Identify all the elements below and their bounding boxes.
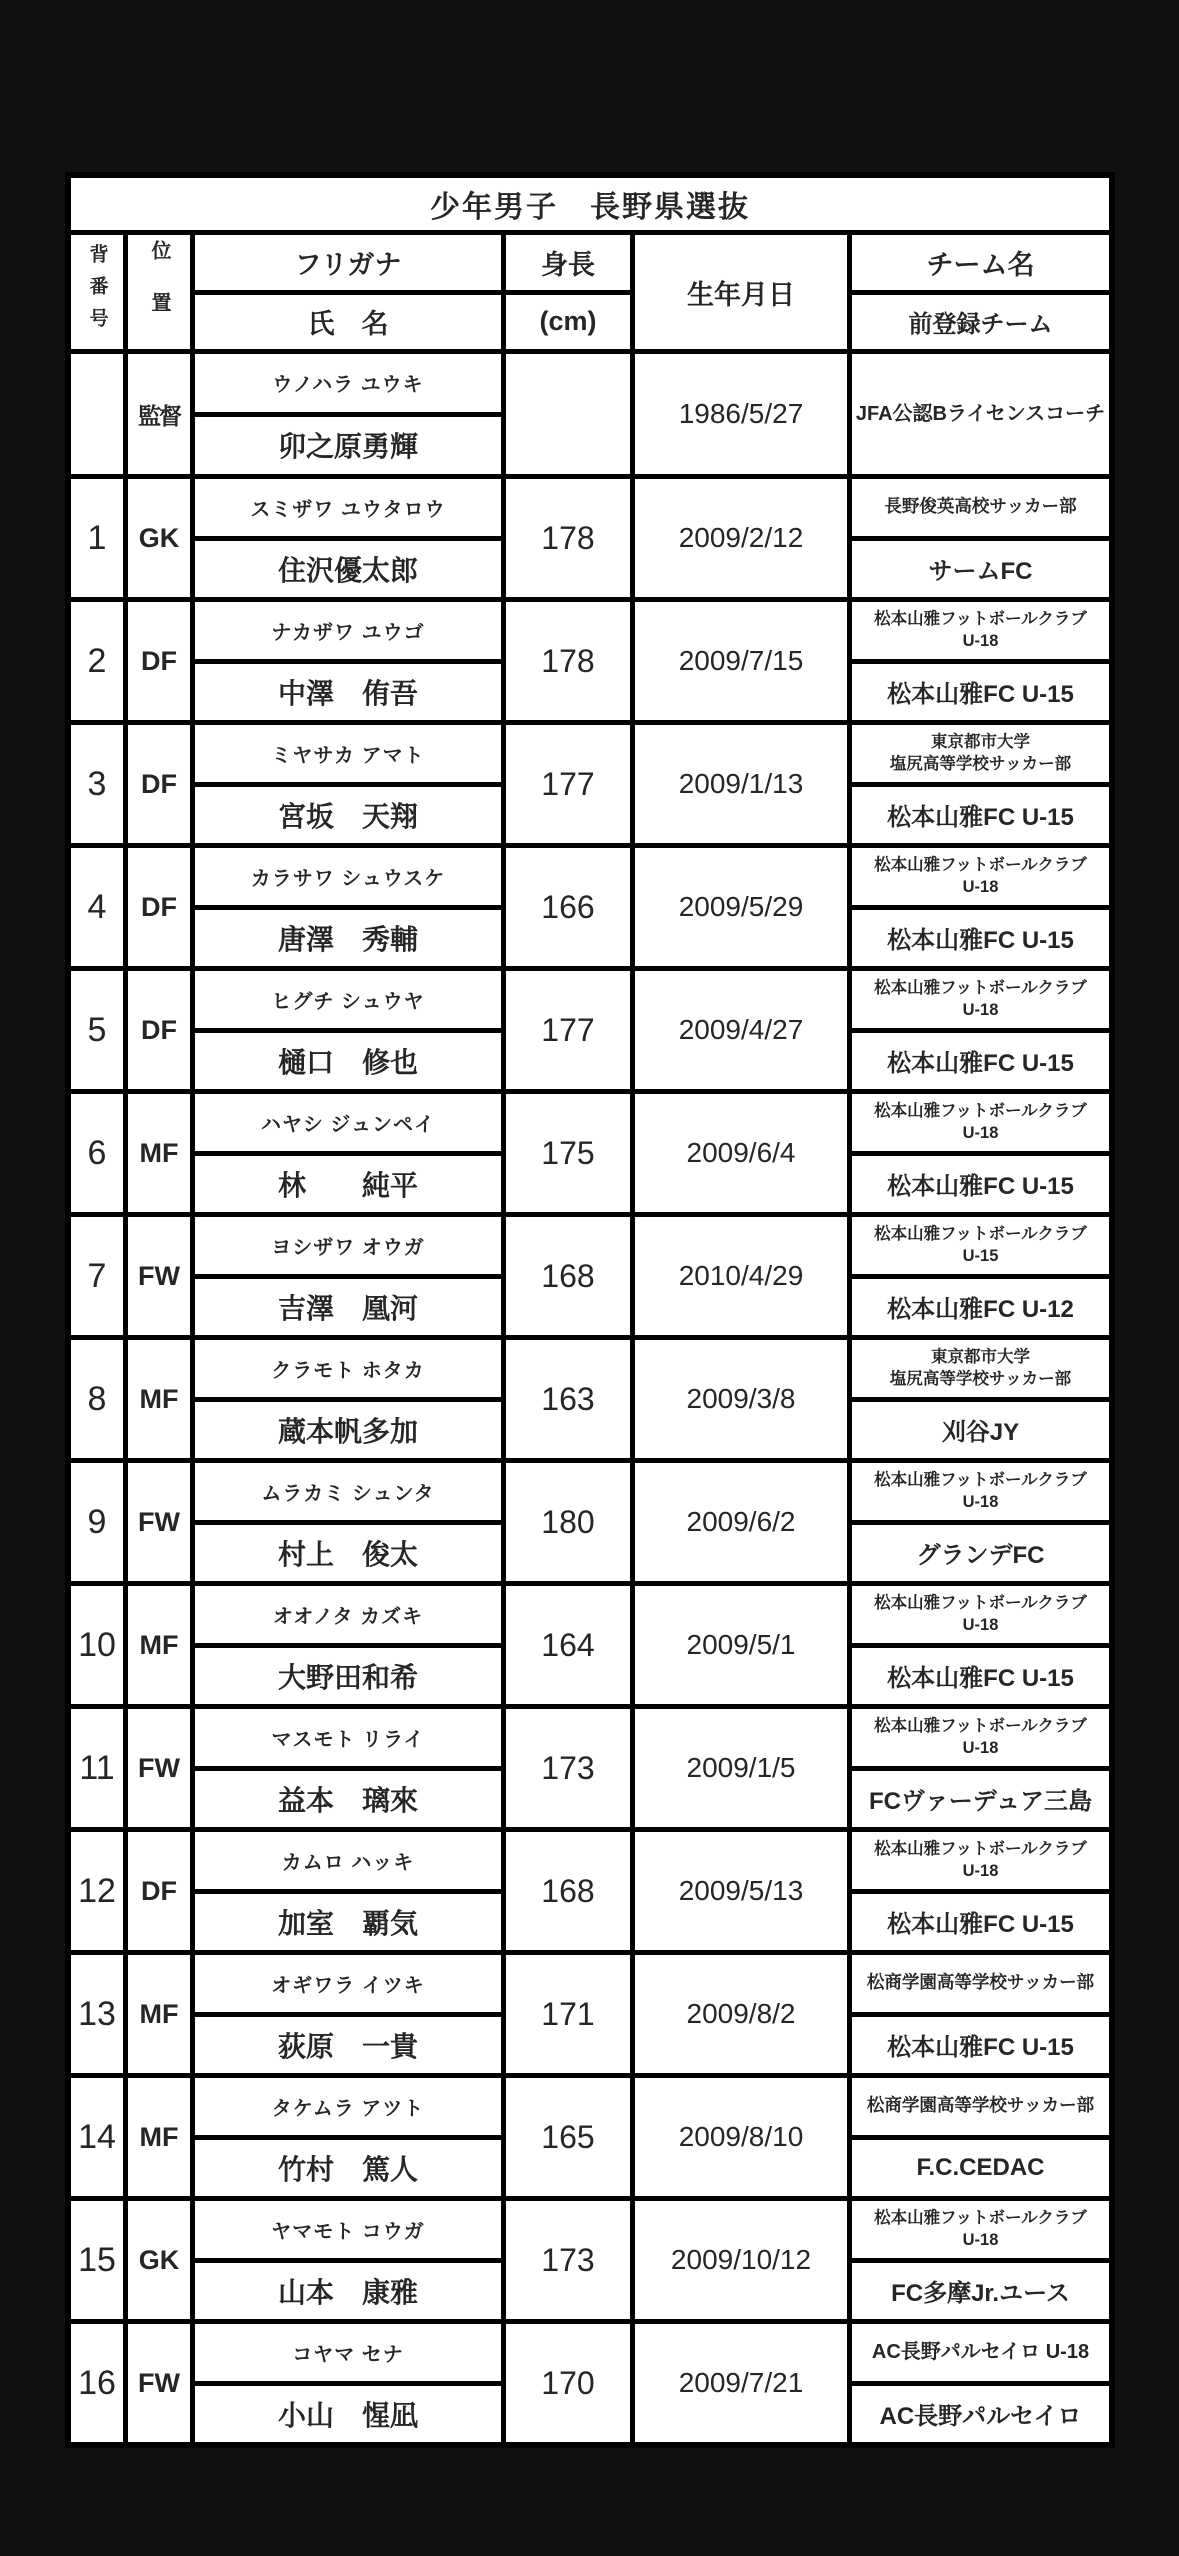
player-row — [71, 2078, 1109, 2196]
coach-row — [71, 354, 1109, 474]
prev-team-name: FCヴァーデュア三島 — [852, 1771, 1109, 1828]
team-name: AC長野パルセイロ U-18 — [852, 2324, 1109, 2381]
team-name: 松商学園高等学校サッカー部 — [852, 1955, 1109, 2012]
jersey-number: 7 — [71, 1217, 123, 1335]
player-name: 山本 康雅 — [195, 2263, 501, 2320]
prev-team-name: 刈谷JY — [852, 1402, 1109, 1459]
player-name: 宮坂 天翔 — [195, 787, 501, 844]
furigana: マスモト リライ — [195, 1709, 501, 1766]
player-row — [71, 725, 1109, 843]
prev-team-name: 松本山雅FC U-15 — [852, 664, 1109, 721]
jersey-number: 6 — [71, 1094, 123, 1212]
team-cell — [852, 2201, 1109, 2319]
player-row — [71, 971, 1109, 1089]
header-team: チーム名 — [852, 235, 1109, 290]
header-birthdate: 生年月日 — [635, 235, 847, 349]
name-cell — [195, 602, 501, 720]
page-title: 少年男子 長野県選抜 — [71, 178, 1109, 230]
player-row — [71, 1955, 1109, 2073]
coach-license-cell — [852, 354, 1109, 474]
jersey-number: 10 — [71, 1586, 123, 1704]
team-cell — [852, 479, 1109, 597]
header-furigana: フリガナ — [195, 235, 501, 290]
player-row — [71, 1586, 1109, 1704]
name-cell — [195, 1832, 501, 1950]
player-name: 益本 璃來 — [195, 1771, 501, 1828]
position: MF — [128, 1955, 190, 2073]
prev-team-name: F.C.CEDAC — [852, 2140, 1109, 2197]
height-value: 163 — [506, 1340, 630, 1458]
player-row — [71, 2324, 1109, 2442]
roster-table — [65, 172, 1115, 2448]
header-height-unit: (cm) — [506, 295, 630, 350]
player-name: 林 純平 — [195, 1156, 501, 1213]
furigana: ムラカミ シュンタ — [195, 1463, 501, 1520]
height-value: 171 — [506, 1955, 630, 2073]
height-value: 168 — [506, 1217, 630, 1335]
team-cell — [852, 1586, 1109, 1704]
player-row — [71, 479, 1109, 597]
coach-number-cell — [71, 354, 123, 474]
team-cell — [852, 1340, 1109, 1458]
birthdate-value: 2009/6/4 — [635, 1094, 847, 1212]
player-row — [71, 602, 1109, 720]
team-cell — [852, 1955, 1109, 2073]
player-name: 荻原 一貴 — [195, 2017, 501, 2074]
position: DF — [128, 725, 190, 843]
name-cell — [195, 971, 501, 1089]
player-name: 住沢優太郎 — [195, 541, 501, 598]
height-value: 165 — [506, 2078, 630, 2196]
height-value: 175 — [506, 1094, 630, 1212]
furigana: オギワラ イツキ — [195, 1955, 501, 2012]
furigana: カムロ ハッキ — [195, 1832, 501, 1889]
name-cell — [195, 1094, 501, 1212]
prev-team-name: 松本山雅FC U-15 — [852, 787, 1109, 844]
player-name: 中澤 侑吾 — [195, 664, 501, 721]
name-cell — [195, 1463, 501, 1581]
height-value: 178 — [506, 602, 630, 720]
header-height-cell — [506, 235, 630, 349]
header-jersey-number: 背番号 — [71, 235, 123, 349]
team-name: 松本山雅フットボールクラブ U-18 — [852, 1586, 1109, 1643]
player-row — [71, 1094, 1109, 1212]
position: FW — [128, 1217, 190, 1335]
jersey-number: 4 — [71, 848, 123, 966]
birthdate-value: 2009/4/27 — [635, 971, 847, 1089]
jersey-number: 12 — [71, 1832, 123, 1950]
name-cell — [195, 1586, 501, 1704]
position: FW — [128, 2324, 190, 2442]
header-name-cell — [195, 235, 501, 349]
header-row — [71, 235, 1109, 349]
height-value: 166 — [506, 848, 630, 966]
height-value: 170 — [506, 2324, 630, 2442]
team-name: 松本山雅フットボールクラブ U-18 — [852, 848, 1109, 905]
furigana: ヨシザワ オウガ — [195, 1217, 501, 1274]
player-row — [71, 1340, 1109, 1458]
player-row — [71, 848, 1109, 966]
coach-license-line1: JFA公認 — [855, 402, 933, 425]
prev-team-name: 松本山雅FC U-15 — [852, 1894, 1109, 1951]
team-cell — [852, 725, 1109, 843]
birthdate-value: 2009/5/29 — [635, 848, 847, 966]
jersey-number: 16 — [71, 2324, 123, 2442]
position: DF — [128, 1832, 190, 1950]
coach-birthdate: 1986/5/27 — [635, 354, 847, 474]
player-row — [71, 1463, 1109, 1581]
birthdate-value: 2010/4/29 — [635, 1217, 847, 1335]
jersey-number: 3 — [71, 725, 123, 843]
team-cell — [852, 1463, 1109, 1581]
position: GK — [128, 2201, 190, 2319]
furigana: スミザワ ユウタロウ — [195, 479, 501, 536]
team-cell — [852, 602, 1109, 720]
team-cell — [852, 2078, 1109, 2196]
jersey-number: 5 — [71, 971, 123, 1089]
coach-name-cell — [195, 354, 501, 474]
team-cell — [852, 971, 1109, 1089]
name-cell — [195, 725, 501, 843]
player-name: 唐澤 秀輔 — [195, 910, 501, 967]
title-row — [71, 178, 1109, 230]
birthdate-value: 2009/2/12 — [635, 479, 847, 597]
team-name: 松本山雅フットボールクラブ U-18 — [852, 1709, 1109, 1766]
position: MF — [128, 2078, 190, 2196]
birthdate-value: 2009/7/15 — [635, 602, 847, 720]
prev-team-name: 松本山雅FC U-15 — [852, 1033, 1109, 1090]
furigana: ハヤシ ジュンペイ — [195, 1094, 501, 1151]
jersey-number: 11 — [71, 1709, 123, 1827]
height-value: 177 — [506, 971, 630, 1089]
prev-team-name: 松本山雅FC U-12 — [852, 1279, 1109, 1336]
position: GK — [128, 479, 190, 597]
furigana: ヒグチ シュウヤ — [195, 971, 501, 1028]
prev-team-name: 松本山雅FC U-15 — [852, 1648, 1109, 1705]
team-name: 松商学園高等学校サッカー部 — [852, 2078, 1109, 2135]
header-team-cell — [852, 235, 1109, 349]
birthdate-value: 2009/5/13 — [635, 1832, 847, 1950]
player-row — [71, 2201, 1109, 2319]
team-name: 松本山雅フットボールクラブ U-18 — [852, 971, 1109, 1028]
team-name: 東京都市大学 塩尻高等学校サッカー部 — [852, 725, 1109, 782]
height-value: 168 — [506, 1832, 630, 1950]
team-cell — [852, 848, 1109, 966]
birthdate-value: 2009/7/21 — [635, 2324, 847, 2442]
header-name: 氏 名 — [195, 295, 501, 350]
name-cell — [195, 1340, 501, 1458]
furigana: ヤマモト コウガ — [195, 2201, 501, 2258]
jersey-number: 14 — [71, 2078, 123, 2196]
furigana: コヤマ セナ — [195, 2324, 501, 2381]
team-name: 松本山雅フットボールクラブ U-18 — [852, 1094, 1109, 1151]
coach-furigana: ウノハラ ユウキ — [195, 354, 501, 412]
height-value: 173 — [506, 1709, 630, 1827]
position: DF — [128, 848, 190, 966]
birthdate-value: 2009/3/8 — [635, 1340, 847, 1458]
furigana: ミヤサカ アマト — [195, 725, 501, 782]
height-value: 173 — [506, 2201, 630, 2319]
team-cell — [852, 1217, 1109, 1335]
birthdate-value: 2009/10/12 — [635, 2201, 847, 2319]
position: MF — [128, 1586, 190, 1704]
height-value: 180 — [506, 1463, 630, 1581]
coach-license-line2: Bライセンスコーチ — [932, 402, 1106, 425]
birthdate-value: 2009/8/2 — [635, 1955, 847, 2073]
player-name: 吉澤 凰河 — [195, 1279, 501, 1336]
team-cell — [852, 1709, 1109, 1827]
player-name: 加室 覇気 — [195, 1894, 501, 1951]
team-name: 松本山雅フットボールクラブ U-18 — [852, 602, 1109, 659]
player-name: 蔵本帆多加 — [195, 1402, 501, 1459]
birthdate-value: 2009/1/13 — [635, 725, 847, 843]
position: MF — [128, 1094, 190, 1212]
name-cell — [195, 1709, 501, 1827]
furigana: タケムラ アツト — [195, 2078, 501, 2135]
furigana: オオノタ カズキ — [195, 1586, 501, 1643]
furigana: カラサワ シュウスケ — [195, 848, 501, 905]
prev-team-name: 松本山雅FC U-15 — [852, 2017, 1109, 2074]
prev-team-name: 松本山雅FC U-15 — [852, 910, 1109, 967]
birthdate-value: 2009/5/1 — [635, 1586, 847, 1704]
height-value: 177 — [506, 725, 630, 843]
name-cell — [195, 848, 501, 966]
jersey-number: 13 — [71, 1955, 123, 2073]
birthdate-value: 2009/8/10 — [635, 2078, 847, 2196]
position: FW — [128, 1709, 190, 1827]
jersey-number: 9 — [71, 1463, 123, 1581]
player-name: 小山 惺凪 — [195, 2386, 501, 2443]
team-name: 長野俊英高校サッカー部 — [852, 479, 1109, 536]
player-name: 竹村 篤人 — [195, 2140, 501, 2197]
jersey-number: 1 — [71, 479, 123, 597]
name-cell — [195, 479, 501, 597]
team-name: 東京都市大学 塩尻高等学校サッカー部 — [852, 1340, 1109, 1397]
name-cell — [195, 2324, 501, 2442]
height-value: 178 — [506, 479, 630, 597]
position: DF — [128, 971, 190, 1089]
name-cell — [195, 2201, 501, 2319]
jersey-number: 2 — [71, 602, 123, 720]
name-cell — [195, 1955, 501, 2073]
prev-team-name: グランデFC — [852, 1525, 1109, 1582]
furigana: ナカザワ ユウゴ — [195, 602, 501, 659]
height-value: 164 — [506, 1586, 630, 1704]
player-row — [71, 1709, 1109, 1827]
player-name: 樋口 修也 — [195, 1033, 501, 1090]
prev-team-name: 松本山雅FC U-15 — [852, 1156, 1109, 1213]
prev-team-name: AC長野パルセイロ — [852, 2386, 1109, 2443]
coach-position-cell: 監督 — [128, 354, 190, 474]
name-cell — [195, 2078, 501, 2196]
header-position: 位置 — [128, 235, 190, 349]
team-name: 松本山雅フットボールクラブ U-15 — [852, 1217, 1109, 1274]
team-cell — [852, 1094, 1109, 1212]
name-cell — [195, 1217, 501, 1335]
team-name: 松本山雅フットボールクラブ U-18 — [852, 2201, 1109, 2258]
prev-team-name: サームFC — [852, 541, 1109, 598]
player-name: 村上 俊太 — [195, 1525, 501, 1582]
birthdate-value: 2009/1/5 — [635, 1709, 847, 1827]
coach-name: 卯之原勇輝 — [195, 417, 501, 475]
team-name: 松本山雅フットボールクラブ U-18 — [852, 1832, 1109, 1889]
header-height-label: 身長 — [506, 235, 630, 290]
prev-team-name: FC多摩Jr.ユース — [852, 2263, 1109, 2320]
header-prev-team: 前登録チーム — [852, 295, 1109, 350]
furigana: クラモト ホタカ — [195, 1340, 501, 1397]
player-name: 大野田和希 — [195, 1648, 501, 1705]
position: DF — [128, 602, 190, 720]
team-cell — [852, 1832, 1109, 1950]
birthdate-value: 2009/6/2 — [635, 1463, 847, 1581]
team-name: 松本山雅フットボールクラブ U-18 — [852, 1463, 1109, 1520]
team-cell — [852, 2324, 1109, 2442]
coach-height-cell — [506, 354, 630, 474]
jersey-number: 15 — [71, 2201, 123, 2319]
player-row — [71, 1217, 1109, 1335]
player-row — [71, 1832, 1109, 1950]
position: MF — [128, 1340, 190, 1458]
jersey-number: 8 — [71, 1340, 123, 1458]
position: FW — [128, 1463, 190, 1581]
